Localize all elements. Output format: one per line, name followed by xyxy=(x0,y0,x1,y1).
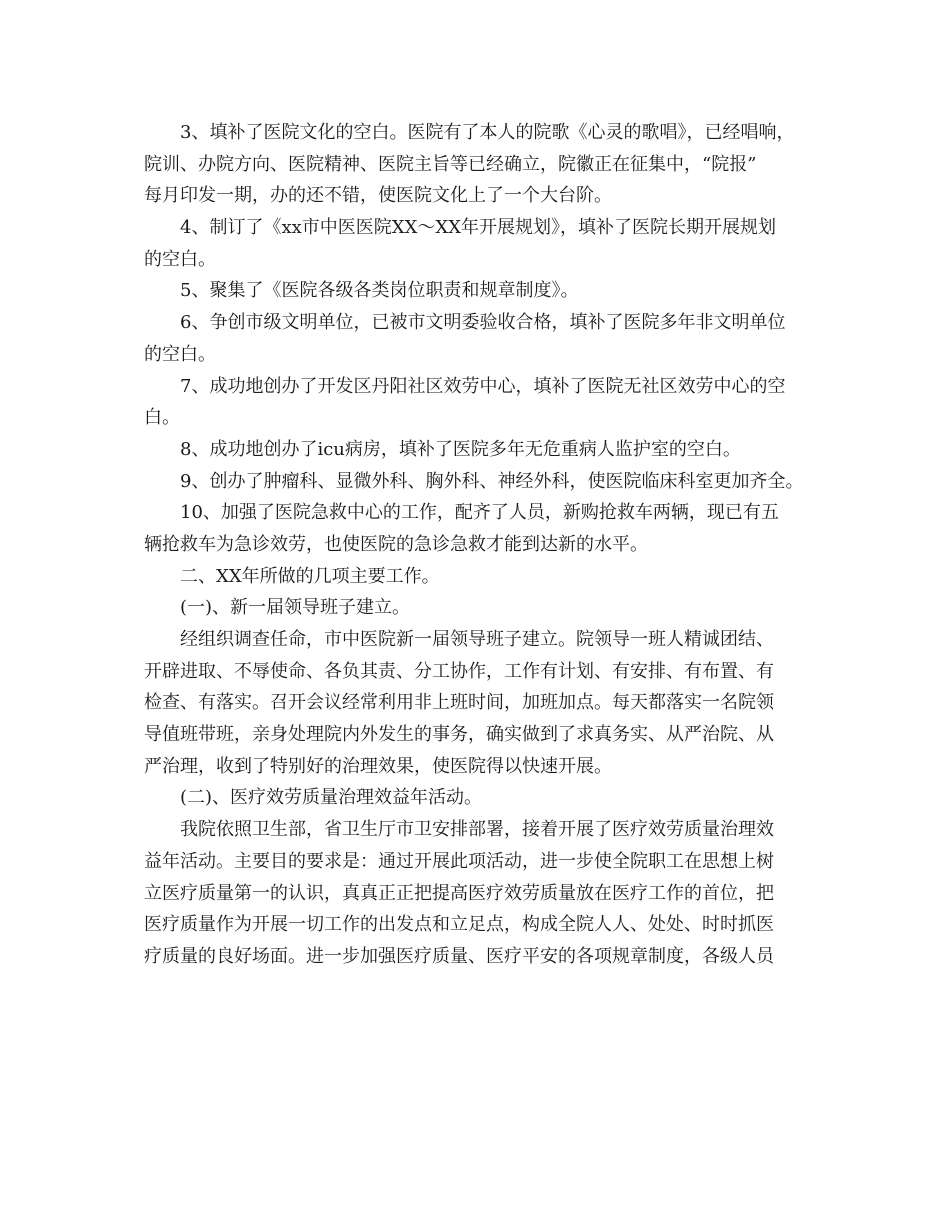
text-line: 经组织调查任命，市中医院新一届领导班子建立。院领导一班人精诚团结、 xyxy=(180,629,774,650)
text-line: 院训、办院方向、医院精神、医院主旨等已经确立，院徽正在征集中，“院报” xyxy=(144,153,757,175)
text-line: 4、制订了《xx市中医医院XX～XX年开展规划》，填补了医院长期开展规划 xyxy=(180,217,777,239)
text-line: 导值班带班，亲身处理院内外发生的事务，确实做到了求真务实、从严治院、从 xyxy=(144,724,774,746)
subsection-heading: (一)、新一届领导班子建立。 xyxy=(180,597,411,619)
text-line: 检查、有落实。召开会议经常利用非上班时间，加班加点。每天都落实一名院领 xyxy=(144,692,774,714)
text-line: 8、成功地创办了icu病房，填补了医院多年无危重病人监护室的空白。 xyxy=(180,438,741,460)
text-line: 疗质量的良好场面。进一步加强医疗质量、医疗平安的各项规章制度，各级人员 xyxy=(144,945,774,967)
text-line: 6、争创市级文明单位，已被市文明委验收合格，填补了医院多年非文明单位 xyxy=(180,312,786,334)
text-line: 5、聚集了《医院各级各类岗位职责和规章制度》。 xyxy=(180,280,579,302)
text-line: 益年活动。主要目的要求是：通过开展此项活动，进一步使全院职工在思想上树 xyxy=(144,850,774,872)
text-line: 白。 xyxy=(144,407,180,429)
text-line: 7、成功地创办了开发区丹阳社区效劳中心，填补了医院无社区效劳中心的空 xyxy=(180,375,786,397)
subsection-heading: (二)、医疗效劳质量治理效益年活动。 xyxy=(180,787,483,809)
text-line: 开辟进取、不辱使命、各负其责、分工协作，工作有计划、有安排、有布置、有 xyxy=(144,660,774,682)
text-line: 立医疗质量第一的认识，真真正正把提高医疗效劳质量放在医疗工作的首位，把 xyxy=(144,882,774,904)
section-heading: 二、XX年所做的几项主要工作。 xyxy=(180,565,440,587)
text-line: 辆抢救车为急诊效劳，也使医院的急诊急救才能到达新的水平。 xyxy=(144,533,648,555)
text-line: 严治理，收到了特别好的治理效果，使医院得以快速开展。 xyxy=(144,755,612,777)
text-line: 3、填补了医院文化的空白。医院有了本人的院歌《心灵的歌唱》，已经唱响， xyxy=(180,122,795,143)
text-line: 10、加强了医院急救中心的工作，配齐了人员，新购抢救车两辆，现已有五 xyxy=(180,502,779,524)
text-line: 的空白。 xyxy=(144,248,216,270)
text-line: 的空白。 xyxy=(144,343,216,365)
text-line: 我院依照卫生部，省卫生厅市卫安排部署，接着开展了医疗效劳质量治理效 xyxy=(180,819,774,841)
text-line: 9、创办了肿瘤科、显微外科、胸外科、神经外科，使医院临床科室更加齐全。 xyxy=(180,470,804,492)
text-line: 医疗质量作为开展一切工作的出发点和立足点，构成全院人人、处处、时时抓医 xyxy=(144,914,774,936)
text-line: 每月印发一期，办的还不错，使医院文化上了一个大台阶。 xyxy=(144,185,612,207)
document-body xyxy=(144,117,824,973)
